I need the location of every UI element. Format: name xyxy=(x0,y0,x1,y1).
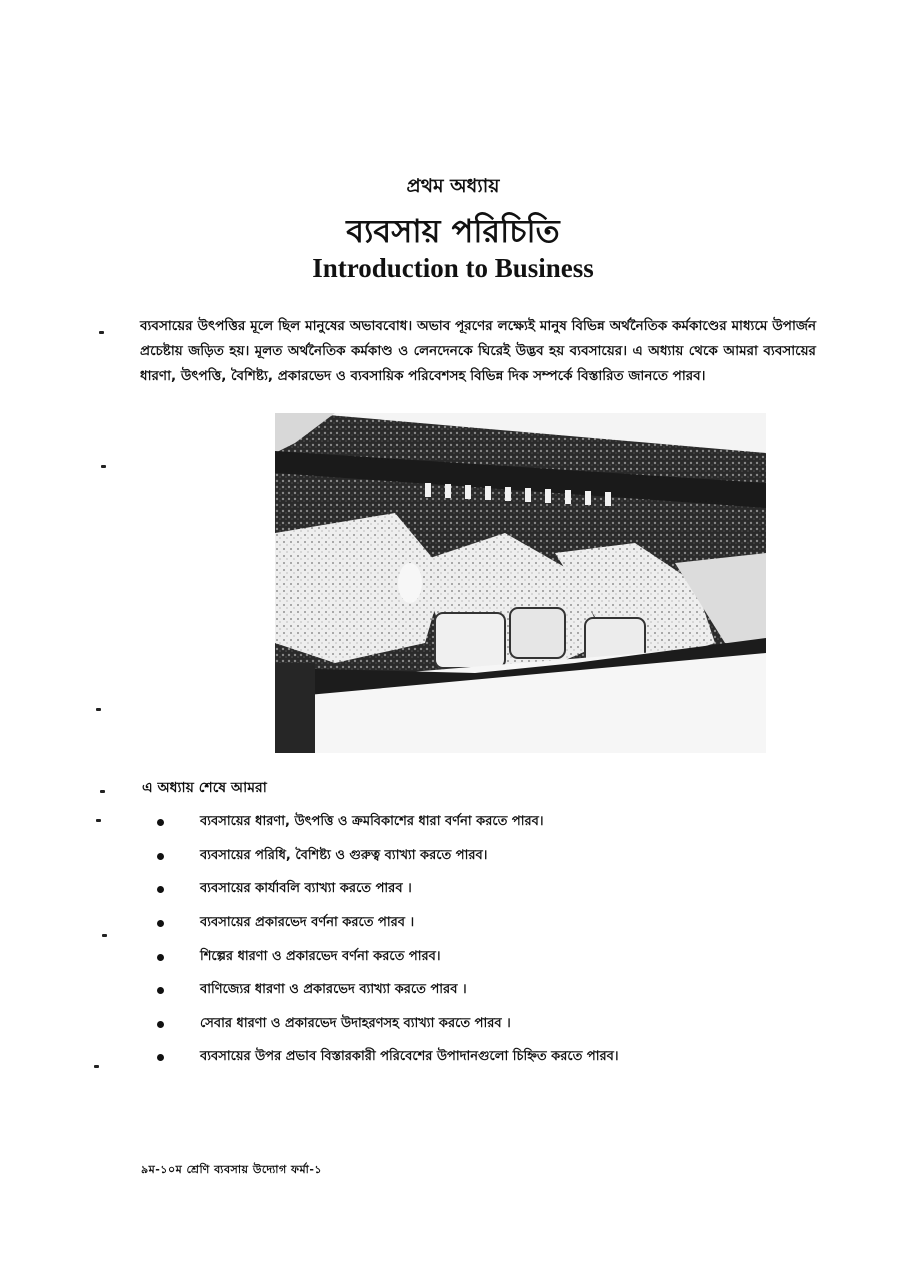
objective-text: ব্যবসায়ের ধারণা, উৎপত্তি ও ক্রমবিকাশের ধারা বর্ণনা করতে পারব। xyxy=(200,814,544,830)
chapter-title-english: Introduction to Business xyxy=(312,253,594,283)
bullet-icon xyxy=(157,954,164,961)
scan-mark xyxy=(96,819,101,822)
list-item xyxy=(150,806,850,840)
list-item xyxy=(150,907,850,941)
chapter-title-bangla: ব্যবসায় পরিচিতি xyxy=(346,212,560,250)
bullet-icon xyxy=(157,1021,164,1028)
list-item xyxy=(150,1041,850,1075)
scan-mark xyxy=(101,465,106,468)
list-item xyxy=(150,873,850,907)
scan-mark xyxy=(96,708,101,711)
bullet-icon xyxy=(157,886,164,893)
objectives-heading: এ অধ্যায় শেষে আমরা xyxy=(142,780,267,796)
list-item xyxy=(150,974,850,1008)
chapter-number: প্রথম অধ্যায় xyxy=(406,175,500,197)
objective-text: সেবার ধারণা ও প্রকারভেদ উদাহরণসহ ব্যাখ্যা করতে পারব । xyxy=(200,1015,511,1031)
objectives-list xyxy=(150,806,850,1075)
list-item xyxy=(150,940,850,974)
bullet-icon xyxy=(157,987,164,994)
list-item xyxy=(150,840,850,874)
page-footer: ৯ম-১০ম শ্রেণি ব্যবসায় উদ্যোগ ফর্মা-১ xyxy=(141,1163,323,1176)
scan-mark xyxy=(94,1065,99,1068)
scan-mark xyxy=(102,934,107,937)
scan-mark xyxy=(100,790,105,793)
intro-paragraph: ব্যবসায়ের উৎপত্তির মূলে ছিল মানুষের অভাববোধ। অভাব পূরণের লক্ষ্যেই মানুষ বিভিন্ন অর্থনৈতিক কর্মকাণ্ডের মাধ্যমে উপার্জন প্রচেষ্টায় জড়িত হয়। মূলত অর্থনৈতিক কর্মকাণ্ড ও লেনদেনকে ঘিরেই উদ্ভব হয় ব্যবসায়ের। এ অধ্যায় থেকে আমরা ব্যবসায়ের ধারণা, উৎপত্তি, বৈশিষ্ট্য, প্রকারভেদ ও ব্যবসায়িক পরিবেশসহ বিভিন্ন দিক সম্পর্কে বিস্তারিত জানতে পারব। xyxy=(140,317,816,384)
objective-text: শিল্পের ধারণা ও প্রকারভেদ বর্ণনা করতে পারব। xyxy=(200,948,441,964)
objective-text: ব্যবসায়ের প্রকারভেদ বর্ণনা করতে পারব । xyxy=(200,915,415,931)
objective-text: ব্যবসায়ের উপর প্রভাব বিস্তারকারী পরিবেশের উপাদানগুলো চিহ্নিত করতে পারব। xyxy=(200,1049,619,1065)
market-stalls-photo xyxy=(275,413,766,753)
objective-text: বাণিজ্যের ধারণা ও প্রকারভেদ ব্যাখ্যা করতে পারব । xyxy=(200,982,467,998)
scan-mark xyxy=(99,331,104,334)
list-item xyxy=(150,1008,850,1042)
objective-text: ব্যবসায়ের কার্যাবলি ব্যাখ্যা করতে পারব । xyxy=(200,881,412,897)
objective-text: ব্যবসায়ের পরিধি, বৈশিষ্ট্য ও গুরুত্ব ব্যাখ্যা করতে পারব। xyxy=(200,847,488,863)
bullet-icon xyxy=(157,853,164,860)
bullet-icon xyxy=(157,920,164,927)
bullet-icon xyxy=(157,819,164,826)
bullet-icon xyxy=(157,1054,164,1061)
